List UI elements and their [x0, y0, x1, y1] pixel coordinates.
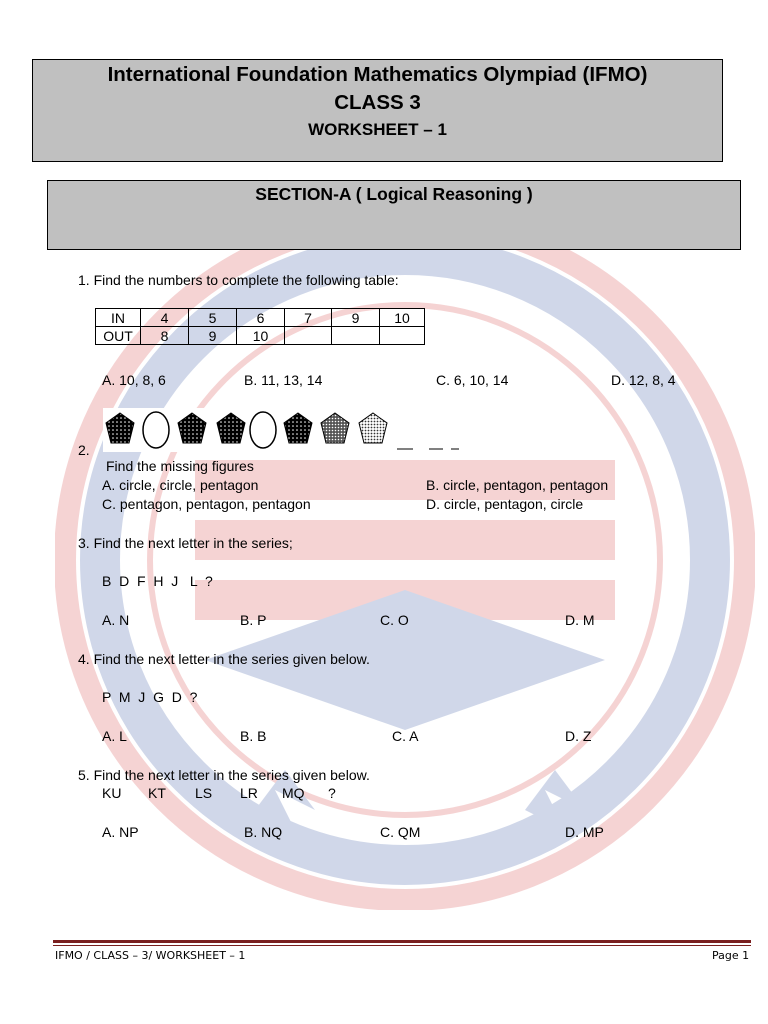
- table-cell: 8: [141, 327, 189, 345]
- table-cell-out-label: OUT: [96, 327, 141, 345]
- circle-figure: [250, 412, 276, 448]
- q4-option-c: C. A: [392, 728, 419, 744]
- q1-question: 1. Find the numbers to complete the following table:: [78, 272, 399, 288]
- q5-series-item: ?: [328, 785, 336, 801]
- table-cell: 10: [380, 309, 425, 327]
- q5-series-item: KT: [148, 785, 166, 801]
- q2-option-a: A. circle, circle, pentagon: [102, 477, 259, 493]
- q4-option-d: D. Z: [565, 728, 592, 744]
- q4-series: P M J G D ?: [102, 689, 198, 705]
- table-cell: 7: [285, 309, 332, 327]
- q4-question: 4. Find the next letter in the series given below.: [78, 651, 370, 667]
- q3-series: B D F H J L ?: [102, 573, 213, 589]
- footer-rule-thin: [53, 945, 751, 946]
- footer-left: IFMO / CLASS – 3/ WORKSHEET – 1: [55, 949, 246, 962]
- table-cell: 5: [189, 309, 237, 327]
- worksheet-header: [32, 59, 723, 162]
- q5-series-item: LR: [240, 785, 258, 801]
- q2-option-b: B. circle, pentagon, pentagon: [426, 477, 609, 493]
- io-table: [95, 308, 425, 345]
- q2-prompt: Find the missing figures: [106, 458, 254, 474]
- q5-option-a: A. NP: [102, 824, 139, 840]
- q4-option-b: B. B: [240, 728, 267, 744]
- q4-option-a: A. L: [102, 728, 127, 744]
- class-title: CLASS 3: [334, 91, 421, 114]
- table-cell: 9: [332, 309, 380, 327]
- section-title: SECTION-A ( Logical Reasoning ): [255, 184, 533, 204]
- table-cell: 9: [189, 327, 237, 345]
- table-cell: 6: [237, 309, 285, 327]
- figure-sequence: [103, 408, 465, 452]
- page-number: Page 1: [712, 949, 750, 962]
- q5-series-item: KU: [102, 785, 122, 801]
- q1-option-a: A. 10, 8, 6: [102, 372, 166, 388]
- table-cell: 10: [237, 327, 285, 345]
- q3-option-c: C. O: [380, 612, 409, 628]
- q5-option-d: D. MP: [565, 824, 604, 840]
- q5-series-item: MQ: [282, 785, 305, 801]
- q1-option-c: C. 6, 10, 14: [436, 372, 509, 388]
- q1-option-b: B. 11, 13, 14: [244, 372, 323, 388]
- q5-option-b: B. NQ: [244, 824, 283, 840]
- table-row-in: [96, 309, 425, 327]
- q3-question: 3. Find the next letter in the series;: [78, 535, 293, 551]
- table-cell: [380, 327, 425, 345]
- table-cell-in-label: IN: [96, 309, 141, 327]
- q1-option-d: D. 12, 8, 4: [611, 372, 676, 388]
- circle-figure: [143, 412, 169, 448]
- worksheet-title: WORKSHEET – 1: [308, 120, 447, 139]
- table-row-out: [96, 327, 425, 345]
- section-header: [47, 180, 741, 250]
- q3-option-a: A. N: [102, 612, 130, 628]
- q5-option-c: C. QM: [380, 824, 421, 840]
- q3-option-d: D. M: [565, 612, 595, 628]
- olympiad-title: International Foundation Mathematics Olympiad (IFMO): [107, 63, 648, 86]
- q3-option-b: B. P: [240, 612, 267, 628]
- q5-question: 5. Find the next letter in the series given below.: [78, 767, 370, 783]
- table-cell: 4: [141, 309, 189, 327]
- q2-option-d: D. circle, pentagon, circle: [426, 496, 584, 512]
- footer-rule: [53, 940, 751, 943]
- table-cell: [285, 327, 332, 345]
- q2-option-c: C. pentagon, pentagon, pentagon: [102, 496, 311, 512]
- table-cell: [332, 327, 380, 345]
- q5-series-item: LS: [195, 785, 213, 801]
- q2-number: 2.: [78, 442, 90, 458]
